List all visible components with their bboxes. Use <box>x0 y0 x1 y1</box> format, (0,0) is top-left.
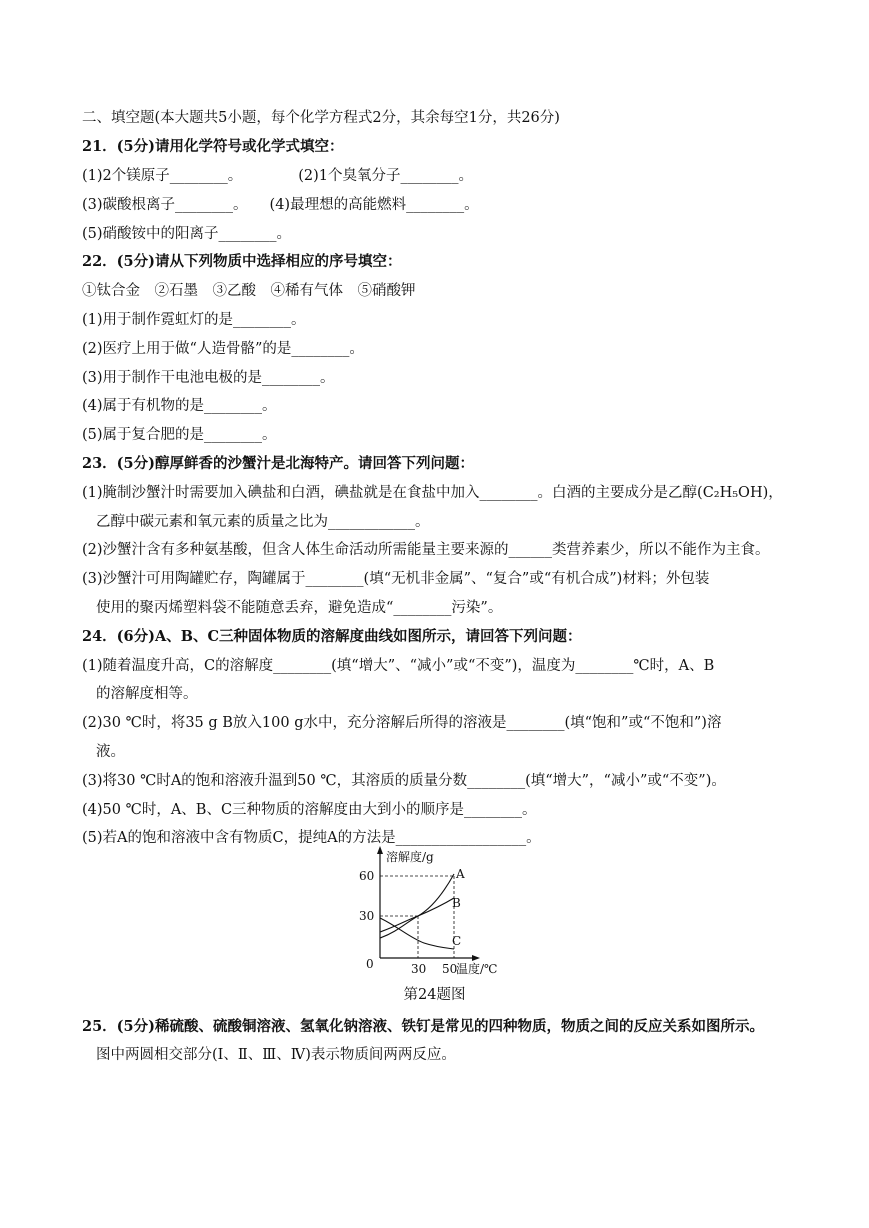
q21-row-1 <box>82 166 791 186</box>
q22-item-4: (4)属于有机物的是________。 <box>82 398 277 414</box>
q21-item-4: (4)最理想的高能燃料________。 <box>269 197 479 213</box>
solubility-curve-figure <box>352 846 512 978</box>
x-axis-arrow <box>472 955 480 961</box>
q23-item-3-line-1: (3)沙蟹汁可用陶罐贮存，陶罐属于________(填“无机非金属”、“复合”或“有机合成”)材料；外包装 <box>82 571 710 587</box>
q23-item-1-line-1: (1)腌制沙蟹汁时需要加入碘盐和白酒，碘盐就是在食盐中加入________。白酒的主要成分是乙醇(C₂H₅OH)， <box>82 485 783 501</box>
q25-line-2: 图中两圆相交部分(Ⅰ、Ⅱ、Ⅲ、Ⅳ)表示物质间两两反应。 <box>96 1047 456 1063</box>
q23-item-3-line-2: 使用的聚丙烯塑料袋不能随意丢弃，避免造成“________污染”。 <box>96 600 503 616</box>
q22-item-5: (5)属于复合肥的是________。 <box>82 427 277 443</box>
curve-label-A: A <box>456 867 465 881</box>
curve-label-C: C <box>452 934 462 948</box>
curve-label-B: B <box>452 896 461 910</box>
q24-item-2-line-1: (2)30 ℃时，将35 g B放入100 g水中，充分溶解后所得的溶液是________(填“饱和”或“不饱和”)溶 <box>82 715 722 731</box>
q22-item-3: (3)用于制作干电池电极的是________。 <box>82 370 335 386</box>
curve-B <box>380 898 454 932</box>
x-axis-title: 温度/℃ <box>456 962 498 976</box>
y-axis-arrow <box>377 846 383 854</box>
q23-item-1-line-2: 乙醇中碳元素和氧元素的质量之比为____________。 <box>96 514 430 530</box>
q21-item-5: (5)硝酸铵中的阳离子________。 <box>82 226 292 242</box>
curve-A <box>380 874 454 938</box>
y-axis-title: 溶解度/g <box>386 850 434 864</box>
q24-item-3: (3)将30 ℃时A的饱和溶液升温到50 ℃，其溶质的质量分数________(填“增大”，“减小”或“不变”)。 <box>82 773 726 789</box>
q21-item-3: (3)碳酸根离子________。 <box>82 197 248 213</box>
q25-line-1: 25．(5分)稀硫酸、硫酸铜溶液、氢氧化钠溶液、铁钉是常见的四种物质，物质之间的反应关系如图所示。 <box>82 1018 764 1035</box>
q24-item-4: (4)50 ℃时，A、B、C三种物质的溶解度由大到小的顺序是________。 <box>82 802 537 818</box>
q21-item-2: (2)1个臭氧分子________。 <box>298 168 474 184</box>
solubility-curve-svg <box>352 846 512 978</box>
q22-options: ①钛合金 ②石墨 ③乙酸 ④稀有气体 ⑤硝酸钾 <box>82 283 416 299</box>
q22-item-1: (1)用于制作霓虹灯的是________。 <box>82 312 306 328</box>
q24-item-1-line-2: 的溶解度相等。 <box>96 686 198 702</box>
q23-stem: 23．(5分)醇厚鲜香的沙蟹汁是北海特产。请回答下列问题： <box>82 455 474 472</box>
q21-row-2 <box>82 195 791 215</box>
q21-item-1: (1)2个镁原子________。 <box>82 168 243 184</box>
q24-item-1-line-1: (1)随着温度升高，C的溶解度________(填“增大”、“减小”或“不变”)，温度为________℃时，A、B <box>82 658 715 674</box>
tick-y-60: 60 <box>359 869 375 883</box>
q22-item-2: (2)医疗上用于做“人造骨骼”的是________。 <box>82 341 364 357</box>
q22-stem: 22．(5分)请从下列物质中选择相应的序号填空： <box>82 253 402 270</box>
tick-y-30: 30 <box>359 909 375 923</box>
section-title: 二、填空题(本大题共5小题，每个化学方程式2分，其余每空1分，共26分) <box>82 110 560 126</box>
q24-item-5: (5)若A的饱和溶液中含有物质C，提纯A的方法是__________________。 <box>82 830 541 846</box>
tick-x-30: 30 <box>411 962 427 976</box>
tick-x-50: 50 <box>442 962 458 976</box>
q21-stem: 21．(5分)请用化学符号或化学式填空： <box>82 138 344 155</box>
q24-item-2-line-2: 液。 <box>96 744 125 760</box>
q23-item-2: (2)沙蟹汁含有多种氨基酸，但含人体生命活动所需能量主要来源的______类营养素少，所以不能作为主食。 <box>82 542 770 558</box>
figure-caption: 第24题图 <box>403 987 466 1003</box>
origin-label: 0 <box>366 957 374 971</box>
q24-stem: 24．(6分)A、B、C三种固体物质的溶解度曲线如图所示，请回答下列问题： <box>82 628 582 645</box>
